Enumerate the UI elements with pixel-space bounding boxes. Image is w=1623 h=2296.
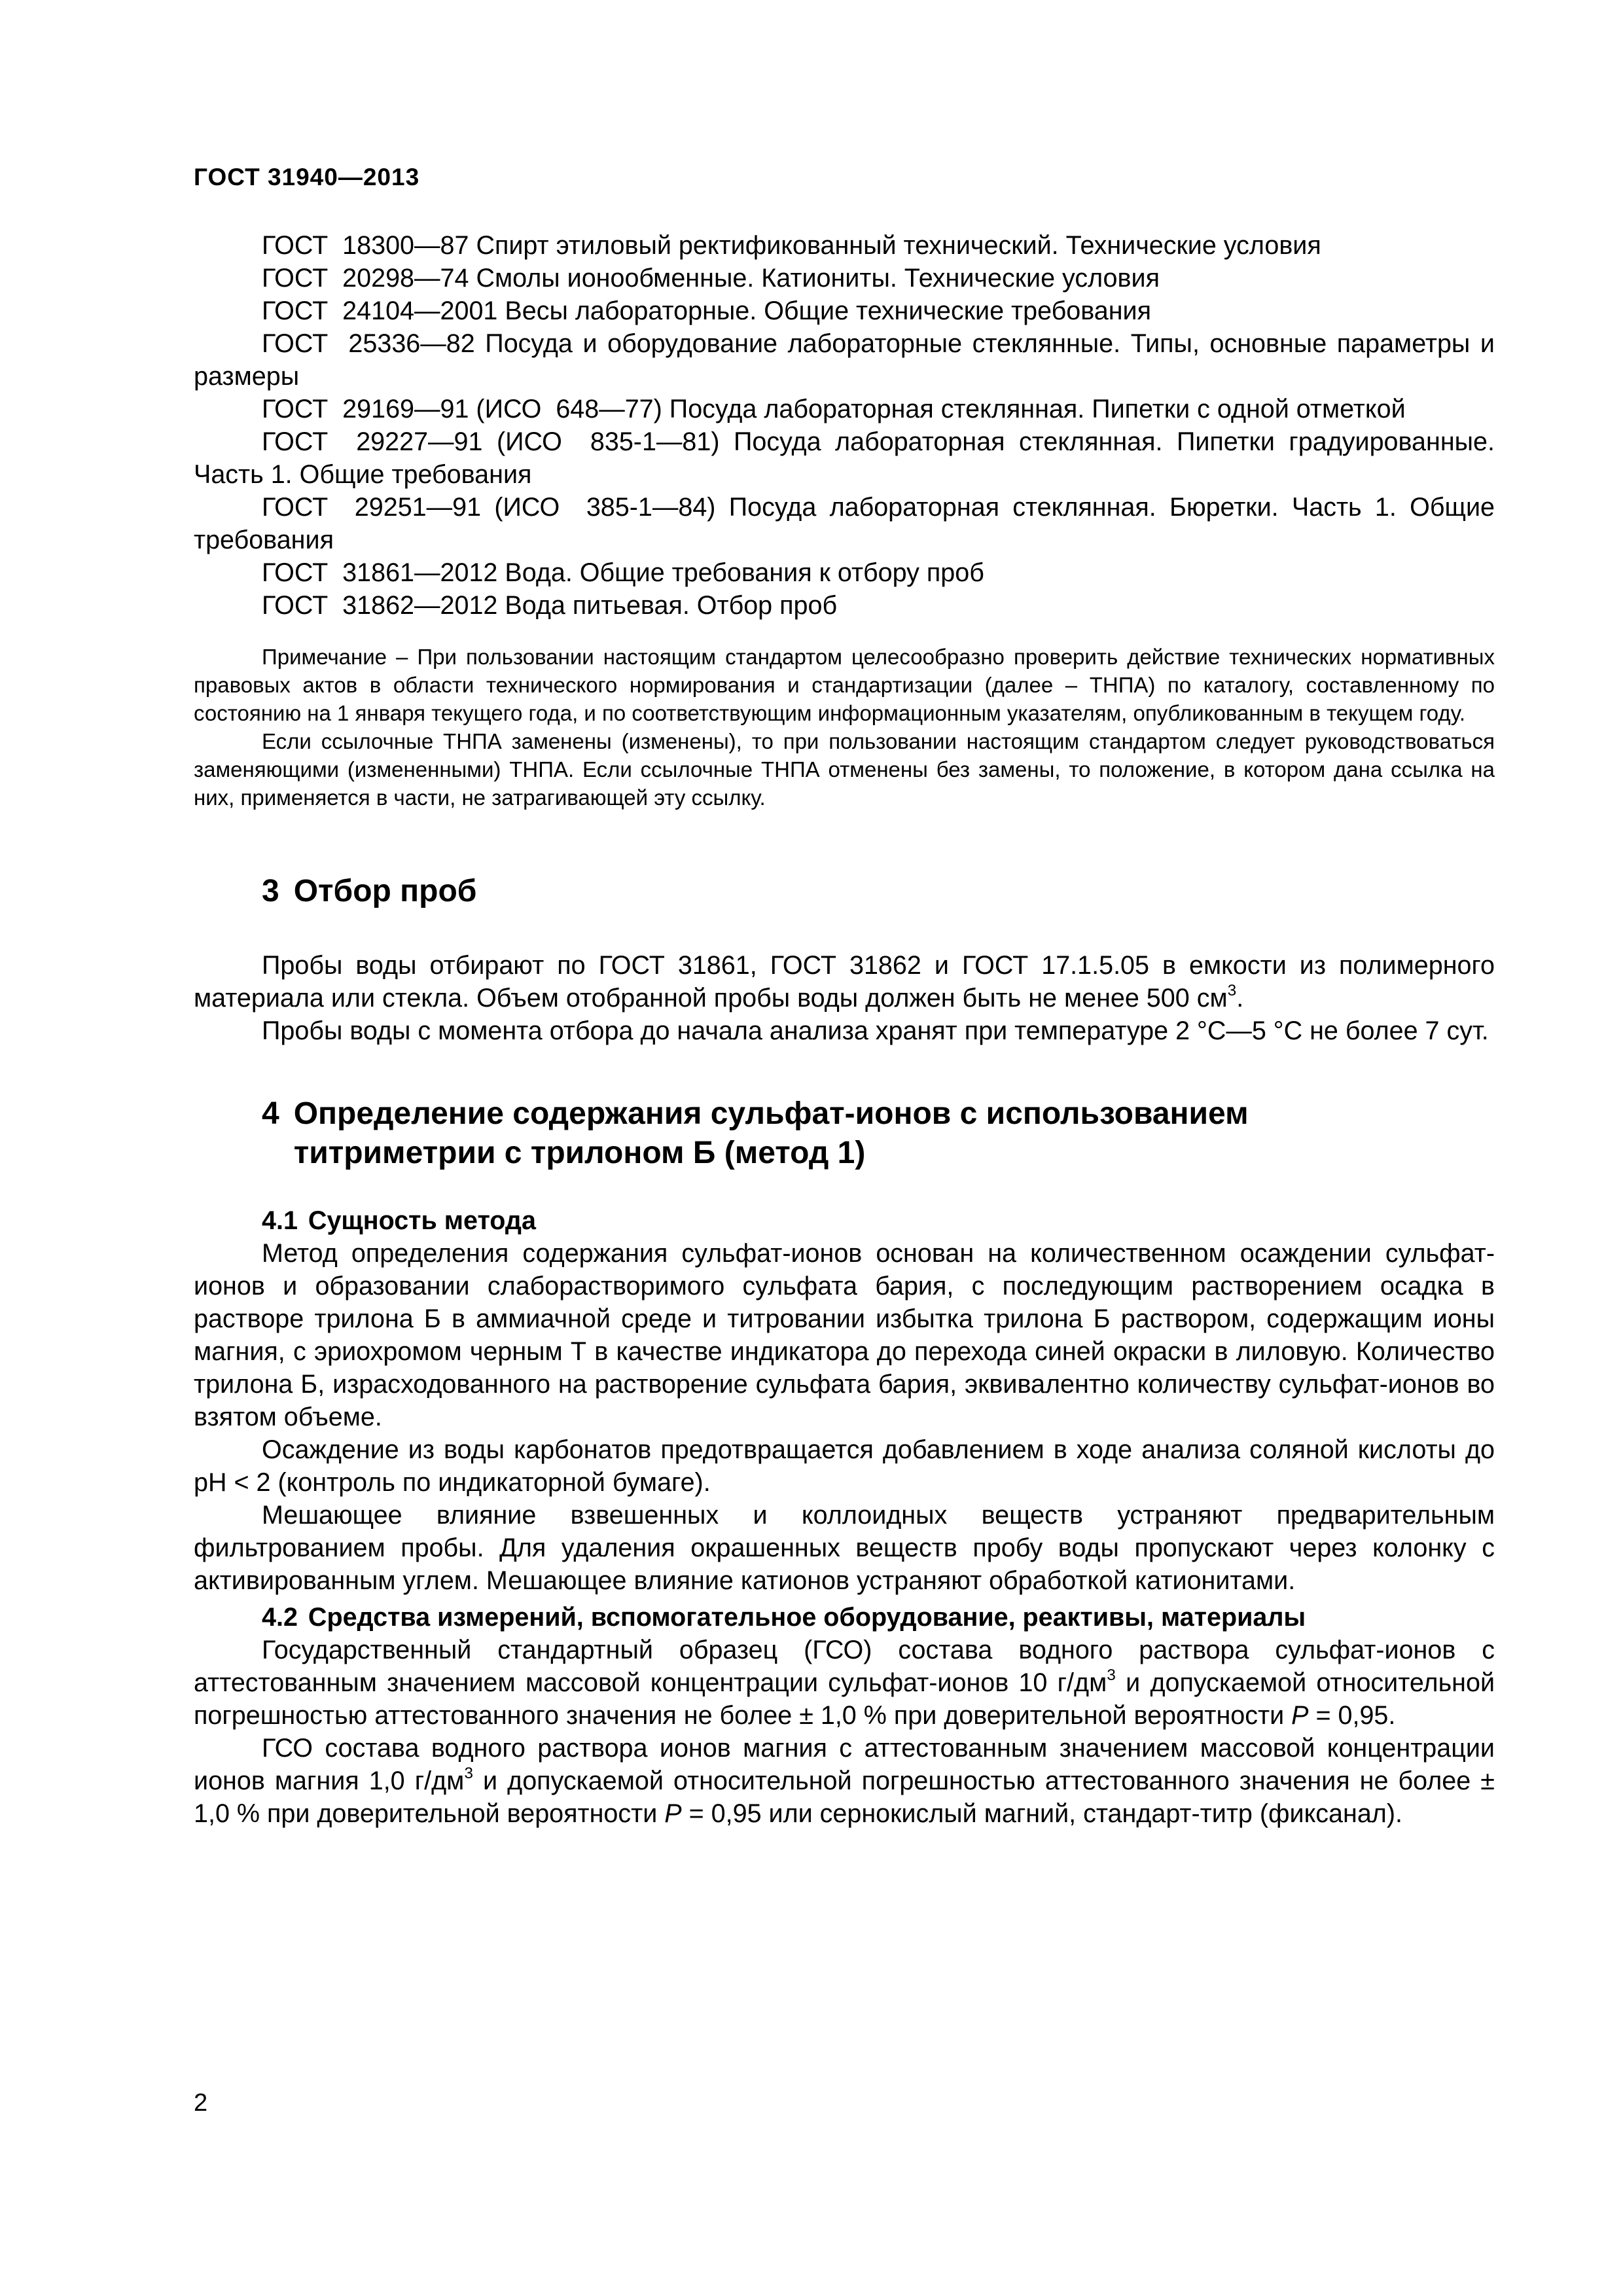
reference-item: [194, 229, 1495, 262]
note-paragraph: Примечание – При пользовании настоящим стандартом целесообразно проверить действие технических нормативных правовых актов в области технического нормирования и стандартизации (далее – ТНПА) по каталогу, составленному по состоянию на 1 января текущего года, и по соответствующим информационным указателям, опубликованным в текущем году.: [194, 645, 1495, 725]
subsection-4-2-heading: [194, 1601, 1495, 1634]
reference-item: [194, 425, 1495, 491]
reference-item: [194, 491, 1495, 556]
paragraph: Пробы воды отбирают по ГОСТ 31861, ГОСТ 31862 и ГОСТ 17.1.5.05 в емкости из полимерного материала или стекла. Объем отобранной пробы воды должен быть не менее 500 $см^3$.: [194, 951, 1495, 1013]
section-number: 3: [262, 874, 279, 908]
reference-code: ГОСТ 31862—2012: [262, 591, 498, 620]
reference-code: ГОСТ 24104—2001: [262, 296, 498, 325]
reference-title: Вода питьевая. Отбор проб: [505, 591, 838, 620]
subsection-title: Средства измерений, вспомогательное оборудование, реактивы, материалы: [308, 1603, 1306, 1632]
paragraph: Государственный стандартный образец (ГСО) состава водного раствора сульфат-ионов с аттестованным значением массовой концентрации сульфат-ионов 10 $г/дм^3$ и допускаемой относительной погрешностью аттестованного значения не более ± 1,0 % при доверительной вероятности Р = 0,95.: [194, 1636, 1495, 1730]
reference-title: Посуда и оборудование лабораторные стеклянные. Типы, основные параметры и размеры: [194, 329, 1495, 391]
normative-references-list: [194, 229, 1495, 622]
reference-code: ГОСТ 31861—2012: [262, 558, 498, 587]
paragraph: Осаждение из воды карбонатов предотвращается добавлением в ходе анализа соляной кислоты до рН < 2 (контроль по индикаторной бумаге).: [194, 1435, 1495, 1497]
page-content: [194, 229, 1495, 1830]
reference-item: [194, 327, 1495, 393]
reference-code: ГОСТ 25336—82: [262, 329, 475, 358]
subsection-title: Сущность метода: [308, 1206, 536, 1235]
reference-item: [194, 295, 1495, 327]
section-title: Отбор проб: [293, 874, 477, 908]
paragraph: ГСО состава водного раствора ионов магния с аттестованным значением массовой концентрации ионов магния 1,0 $г/дм^3$ и допускаемой относительной погрешностью аттестованного значения не более ± 1,0 % при доверительной вероятности Р = 0,95 или сернокислый магний, стандарт-титр (фиксанал).: [194, 1734, 1495, 1828]
reference-code: ГОСТ 29169—91 (ИСО 648—77): [262, 395, 662, 423]
page-number: 2: [194, 2089, 208, 2117]
reference-title: Посуда лабораторная стеклянная. Бюретки. Часть 1. Общие требования: [194, 493, 1495, 554]
reference-code: ГОСТ 18300—87: [262, 231, 469, 260]
note-paragraph: Если ссылочные ТНПА заменены (изменены), то при пользовании настоящим стандартом следует руководствоваться заменяющими (измененными) ТНПА. Если ссылочные ТНПА отменены без замены, то положение, в котором дана ссылка на них, применяется в части, не затрагивающей эту ссылку.: [194, 729, 1495, 810]
document-header: ГОСТ 31940—2013: [194, 164, 420, 190]
paragraph: Пробы воды с момента отбора до начала анализа хранят при температуре 2 °С—5 °С не более 7 сут.: [262, 1016, 1489, 1045]
reference-item: [194, 262, 1495, 295]
section-number: 4: [262, 1096, 279, 1131]
reference-title: Весы лабораторные. Общие технические требования: [505, 296, 1151, 325]
section-4-heading: [194, 1094, 1495, 1173]
subsection-number: 4.2: [262, 1603, 298, 1632]
reference-title: Посуда лабораторная стеклянная. Пипетки с одной отметкой: [669, 395, 1406, 423]
section-3-heading: [194, 872, 1495, 911]
reference-item: [194, 556, 1495, 589]
reference-title: Вода. Общие требования к отбору проб: [505, 558, 984, 587]
reference-title: Спирт этиловый ректификованный технический. Технические условия: [476, 231, 1321, 260]
subsection-4-1-heading: [194, 1204, 1495, 1237]
reference-code: ГОСТ 29251—91 (ИСО 385-1—84): [262, 493, 716, 522]
note-block: [194, 643, 1495, 812]
reference-item: [194, 589, 1495, 622]
paragraph: Метод определения содержания сульфат-ионов основан на количественном осаждении сульфат-ионов и образовании слаборастворимого сульфата бария, с последующим растворением осадка в растворе трилона Б в аммиачной среде и титровании избытка трилона Б раствором, содержащим ионы магния, с эриохромом черным Т в качестве индикатора до перехода синей окраски в лиловую. Количество трилона Б, израсходованного на растворение сульфата бария, эквивалентно количеству сульфат-ионов во взятом объеме.: [194, 1239, 1495, 1431]
reference-code: ГОСТ 20298—74: [262, 264, 469, 293]
reference-title: Посуда лабораторная стеклянная. Пипетки градуированные. Часть 1. Общие требования: [194, 427, 1495, 489]
reference-code: ГОСТ 29227—91 (ИСО 835-1—81): [262, 427, 720, 456]
section-3-body: [194, 949, 1495, 1047]
subsection-number: 4.1: [262, 1206, 298, 1235]
reference-title: Смолы ионообменные. Катиониты. Технические условия: [476, 264, 1160, 293]
section-title: Определение содержания сульфат-ионов с использованием титриметрии с трилоном Б (метод 1): [293, 1096, 1249, 1170]
paragraph: Мешающее влияние взвешенных и коллоидных веществ устраняют предварительным фильтрованием пробы. Для удаления окрашенных веществ пробу воды пропускают через колонку с активированным углем. Мешающее влияние катионов устраняют обработкой катионитами.: [194, 1501, 1495, 1595]
reference-item: [194, 393, 1495, 425]
